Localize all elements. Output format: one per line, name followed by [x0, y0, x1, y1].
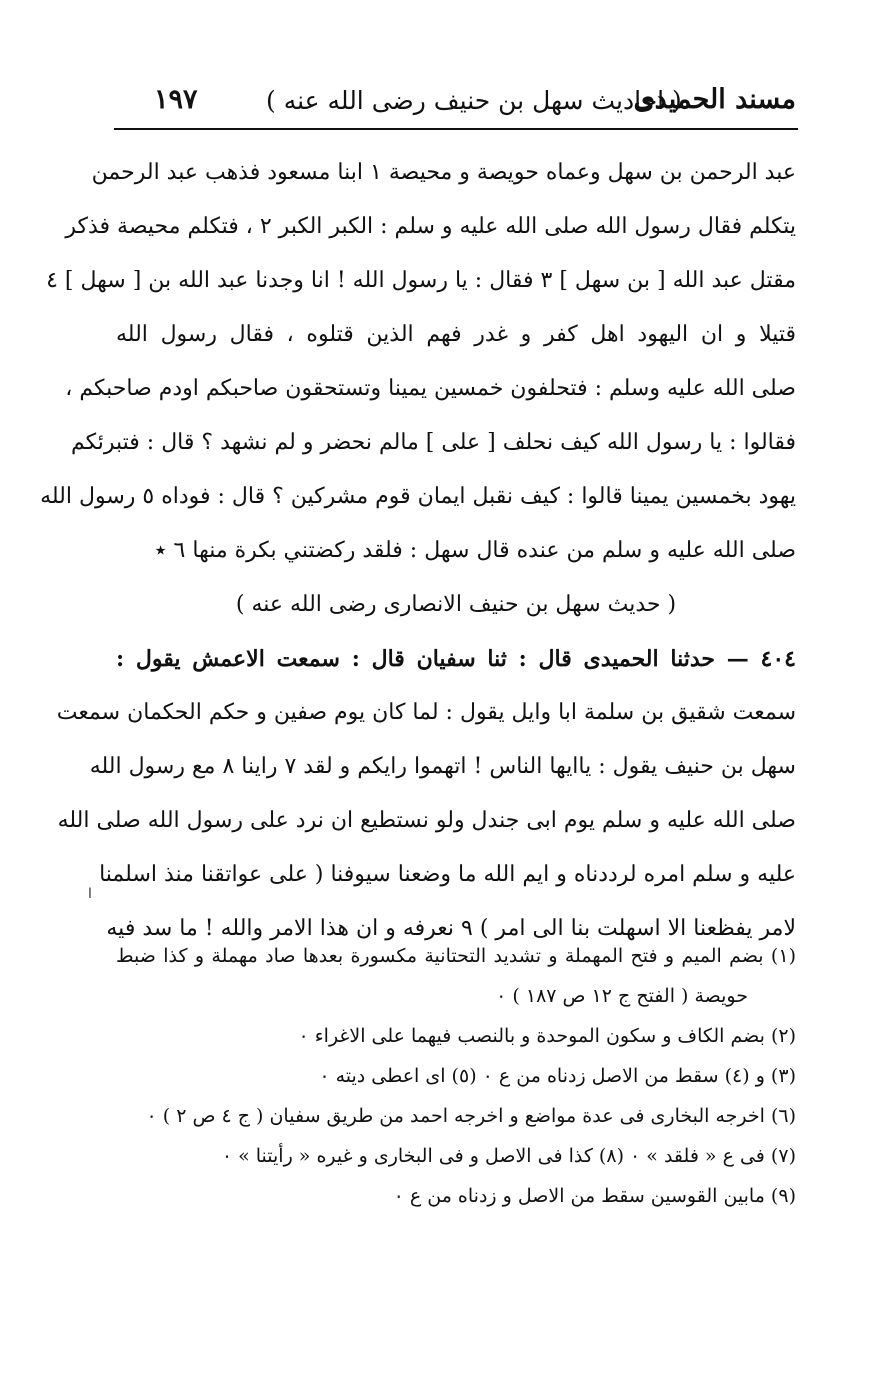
header-rule	[114, 128, 798, 130]
main-text	[40, 146, 796, 956]
footnote-continuation: حويصة ( الفتح ج ١٢ ص ١٨٧ ) ٠	[496, 985, 748, 1007]
footnote: (٣) و (٤) سقط من الاصل زدناه من ع ٠ (٥) اى اعطى ديته ٠	[319, 1065, 796, 1087]
text-line: صلى الله عليه و سلم من عنده قال سهل : فلقد ركضتني بكرة منها ٦ ٭	[154, 538, 796, 563]
page-header	[116, 78, 796, 122]
text-line: فقالوا : يا رسول الله كيف نحلف [ على ] مالم نحضر و لم نشهد ؟ قال : فتبرئكم	[70, 430, 796, 455]
text-line: لامر يفظعنا الا اسهلت بنا الى امر ) ٩ نعرفه و ان هذا الامر والله ! ما سد فيه	[106, 916, 796, 941]
margin-mark: ا	[88, 886, 92, 902]
text-line: يهود بخمسين يمينا قالوا : كيف نقبل ايمان قوم مشركين ؟ قال : فوداه ٥ رسول الله	[40, 484, 796, 509]
footnote: (٦) اخرجه البخارى فى عدة مواضع و اخرجه احمد من طريق سفيان ( ج ٤ ص ٢ ) ٠	[146, 1105, 796, 1127]
page-number: ١٩٧	[154, 84, 198, 115]
footnote: (٩) مابين القوسين سقط من الاصل و زدناه من ع ٠	[393, 1185, 796, 1207]
text-line: عليه و سلم امره لرددناه و ايم الله ما وضعنا سيوفنا ( على عواتقنا منذ اسلمنا	[99, 862, 796, 887]
text-line: مقتل عبد الله [ بن سهل ] ٣ فقال : يا رسول الله ! انا وجدنا عبد الله بن [ سهل ] ٤	[46, 268, 796, 293]
hadith-subheading: ( حديث سهل بن حنيف الانصارى رضى الله عنه )	[235, 592, 677, 617]
text-line: سهل بن حنيف يقول : ياايها الناس ! اتهموا رايكم و لقد ٧ راينا ٨ مع رسول الله	[89, 754, 796, 779]
text-line: سمعت شقيق بن سلمة ابا وايل يقول : لما كان يوم صفين و حكم الحكمان سمعت	[56, 700, 796, 725]
text-line: يتكلم فقال رسول الله صلى الله عليه و سلم : الكبر الكبر ٢ ، فتكلم محيصة فذكر	[65, 214, 796, 239]
section-title: ( احاديث سهل بن حنيف رضى الله عنه )	[266, 86, 682, 115]
text-line: صلى الله عليه و سلم يوم ابى جندل ولو نستطيع ان نرد على رسول الله صلى الله	[57, 808, 796, 833]
text-line: قتيلا و ان اليهود اهل كفر و غدر فهم الذين قتلوه ، فقال رسول الله	[116, 322, 796, 347]
footnote: (٧) فى ع « فلقد » ٠ (٨) كذا فى الاصل و فى البخارى و غيره « رأيتنا » ٠	[221, 1145, 796, 1167]
hadith-number-line: ٤٠٤ — حدثنا الحميدى قال : ثنا سفيان قال : سمعت الاعمش يقول :	[116, 646, 796, 672]
footnote: (١) بضم الميم و فتح المهملة و تشديد التحتانية مكسورة بعدها صاد مهملة و كذا ضبط	[116, 945, 796, 967]
text-line: عبد الرحمن بن سهل وعماه حويصة و محيصة ١ ابنا مسعود فذهب عبد الرحمن	[91, 160, 796, 185]
book-title: مسند الحميدى	[633, 84, 796, 115]
footnote: (٢) بضم الكاف و سكون الموحدة و بالنصب فيهما على الاغراء ٠	[298, 1025, 796, 1047]
footnotes	[116, 936, 796, 1216]
text-line: صلى الله عليه وسلم : فتحلفون خمسين يمينا وتستحقون صاحبكم اودم صاحبكم ،	[65, 376, 796, 401]
